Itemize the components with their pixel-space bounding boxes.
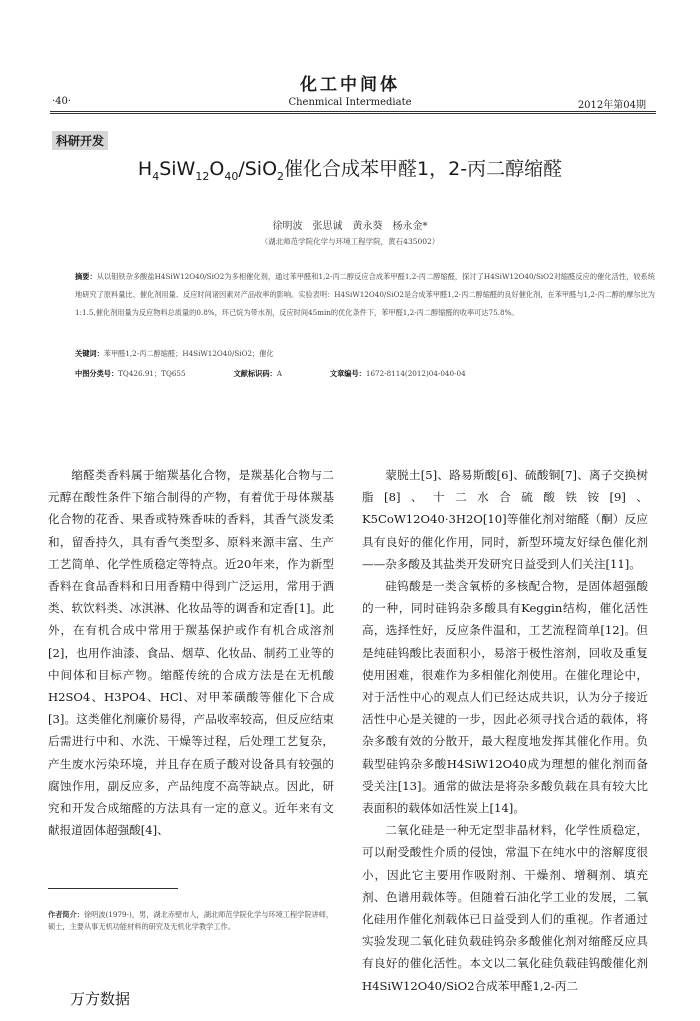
page-number: ·40· xyxy=(52,96,72,107)
watermark: 万方数据 xyxy=(70,990,131,1008)
body-paragraph: 蒙脱土[5]、路易斯酸[6]、硫酸铜[7]、离子交换树脂[8]、十二水合硫酸铁铵[9]、K5CoW12O40·3H2O[10]等催化剂对缩醛（酮）反应具有良好的催化作用，同时，新型环境友好绿色催化剂——杂多酸及其盐类开发研究日益受到人们关注[11]。 xyxy=(362,468,648,571)
journal-title: 化工中间体 xyxy=(300,75,400,95)
issue-label: 2012年第04期 xyxy=(577,100,646,111)
header-rule xyxy=(50,111,656,112)
body-column-left xyxy=(48,464,334,841)
affiliation: （湖北师范学院化学与环境工程学院，黄石435002） xyxy=(260,237,440,246)
keywords-text: 苯甲醛1,2-丙二醇缩醛；H4SiW12O40/SiO2；催化 xyxy=(103,349,274,358)
body-paragraph: 硅钨酸是一类含氧桥的多核配合物，是固体超强酸的一种，同时硅钨杂多酸具有Keggin结构，催化活性高，选择性好，反应条件温和，工艺流程简单[12]。但是纯硅钨酸比表面积小，易溶于极性溶剂，回收及重复使用困难，很难作为多相催化剂使用。在催化理论中，对于活性中心的观点人们已经达成共识，认为分子接近活性中心是关键的一步，因此必须寻找合适的载体，将杂多酸有效的分散开，最大程度地发挥其催化作用。负载型硅钨杂多酸H4SiW12O40成为理想的催化剂而备受关注[13]。通常的做法是将杂多酸负载在具有较大比表面积的载体如活性炭上[14]。 xyxy=(362,579,648,816)
abstract-text: 从以钼铁杂多酸盐H4SiW12O40/SiO2为多相催化剂，通过苯甲醛和1,2-丙二醇反应合成苯甲醛1,2-丙二醇缩醛，探讨了H4SiW12O40/SiO2对缩醛反应的催化活性，较系统地研究了原料量比、催化剂用量、反应时间诸因素对产品收率的影响。实验表明：H4SiW12O40/SiO2是合成苯甲醛1,2-丙二醇缩醛的良好催化剂，在苯甲醛与1,2-丙二醇的摩尔比为1:1.5,催化剂用量为反应物料总质量的0.8%，环己烷为带水剂，反应时间45min的优化条件下，苯甲醛1,2-丙二醇缩醛的收率可达75.8%。 xyxy=(75,272,655,317)
author-list: 徐明波 张思诚 黄永葵 杨永金* xyxy=(272,221,428,232)
footnote-rule xyxy=(48,888,178,889)
keywords xyxy=(75,349,655,359)
classification-line: 中图分类号：TQ426.91；TQ655 文献标识码：A 文章编号：1672-8114(2012)04-040-04 xyxy=(75,369,466,378)
header-rule xyxy=(50,113,656,114)
body-paragraph: 二氧化硅是一种无定型非晶材料，化学性质稳定，可以耐受酸性介质的侵蚀，常温下在纯水中的溶解度很小，因此它主要用作吸附剂、干燥剂、增稠剂、填充剂、色谱用载体等。但随着石油化学工业的发展，二氧化硅用作催化剂载体已日益受到人们的重视。作者通过实验发现二氧化硅负载硅钨杂多酸催化剂对缩醛反应具有良好的催化活性。本文以二氧化硅负载硅钨酸催化剂H4SiW12O40/SiO2合成苯甲醛1,2-丙二 xyxy=(362,823,648,993)
paper-title: $H_4SiW_{12}O_{40}/SiO_2$催化合成苯甲醛1，2-丙二醇缩醛 xyxy=(137,158,563,183)
body-paragraph: 缩醛类香料属于缩羰基化合物，是羰基化合物与二元醇在酸性条件下缩合制得的产物，有着优于母体羰基化合物的花香、果香或特殊香味的香料，其香气淡发柔和，留香持久，具有香气类型多、原料来源丰富、生产工艺简单、化学性质稳定等特点。近20年来，作为新型香料在食品香料和日用香精中得到广泛运用，常用于酒类、软饮料类、冰淇淋、化妆品等的调香和定香[1]。此外，在有机合成中常用于羰基保护或作有机合成溶剂[2]，也用作油漆、食品、烟草、化妆品、制药工业等的中间体和目标产物。缩醛传统的合成方法是在无机酸H2SO4、H3PO4、HCl、对甲苯磺酸等催化下合成[3]。这类催化剂廉价易得，产品收率较高，但反应结束后需进行中和、水洗、干燥等过程，后处理工艺复杂，产生废水污染环境，并且存在质子酸对设备具有较强的腐蚀作用，副反应多，产品纯度不高等缺点。因此，研究和开发合成缩醛的方法具有一定的意义。近年来有文献报道固体超强酸[4]、 xyxy=(48,468,334,838)
keywords-label: 关键词： xyxy=(75,349,104,358)
abstract xyxy=(75,268,655,322)
body-column-right xyxy=(362,464,648,997)
abstract-label: 摘要： xyxy=(75,272,97,281)
section-label: 科研开发 xyxy=(52,131,108,150)
author-footnote: 作者简介：徐明波(1979-)，男，湖北赤壁市人，湖北师范学院化学与环境工程学院讲师，硕士，主要从事无机功能材料的研究及无机化学教学工作。 xyxy=(48,910,334,931)
journal-english-name: Chenmical Intermediate xyxy=(288,97,412,108)
